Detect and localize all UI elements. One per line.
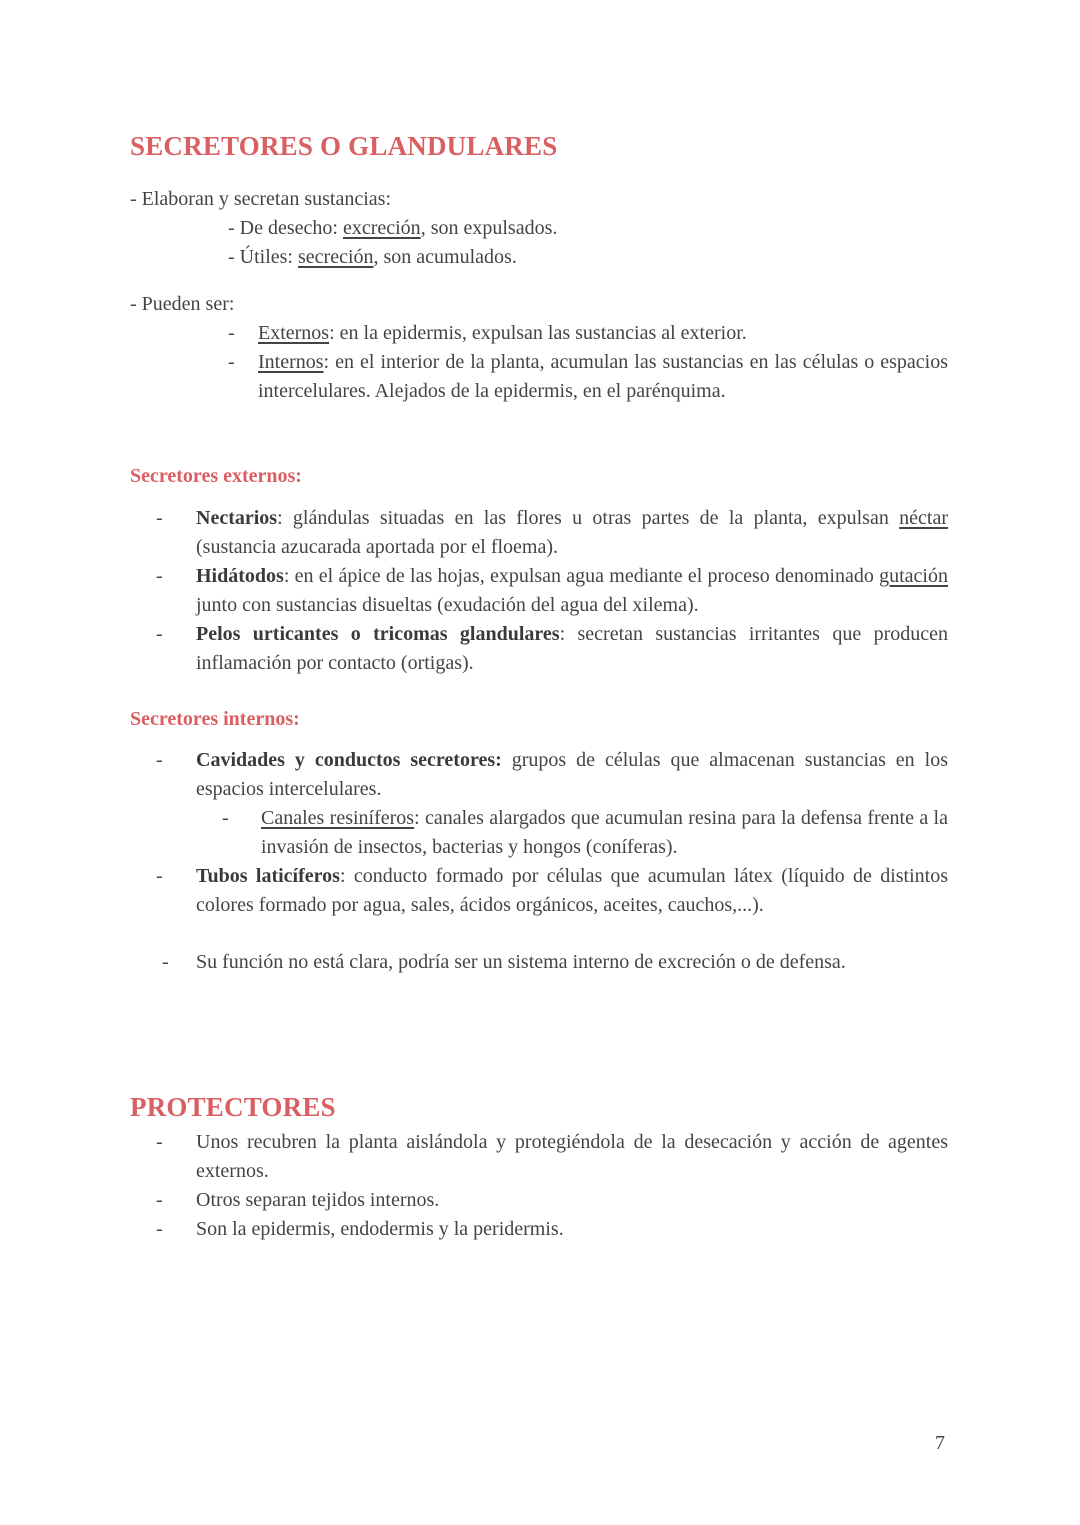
utiles-prefix: - Útiles: bbox=[228, 246, 298, 268]
pelos-text: : secretan sustancias irritantes que producen inflamación por contacto (ortigas). bbox=[196, 623, 948, 674]
canales-term: Canales resiníferos bbox=[261, 807, 415, 829]
nectarios-term: Nectarios bbox=[196, 507, 278, 529]
list-dash: - bbox=[156, 1218, 163, 1240]
list-dash: - bbox=[156, 507, 163, 529]
nectar-term: néctar bbox=[899, 507, 948, 529]
canales-text: : canales alargados que acumulan resina para la defensa frente a la invasión de insectos, bacterias y hongos (coníferas). bbox=[261, 807, 948, 858]
list-dash: - bbox=[156, 749, 163, 771]
list-dash: - bbox=[156, 865, 163, 887]
utiles-term: secreción bbox=[298, 246, 374, 268]
list-dash: - bbox=[222, 807, 229, 829]
hidatodos-item bbox=[196, 562, 948, 620]
pelos-item bbox=[196, 620, 948, 678]
cavidades-item bbox=[196, 746, 948, 804]
protectores-item: Otros separan tejidos internos. bbox=[196, 1189, 440, 1211]
internos-term: Internos bbox=[258, 351, 324, 373]
list-dash: - bbox=[162, 951, 169, 973]
internos-line bbox=[258, 348, 948, 406]
list-dash: - bbox=[156, 1131, 163, 1153]
nectarios-end: (sustancia azucarada aportada por el floema). bbox=[196, 536, 559, 558]
subsection-title-externos: Secretores externos: bbox=[130, 465, 302, 487]
list-dash: - bbox=[228, 322, 235, 344]
cavidades-term: Cavidades y conductos secretores: bbox=[196, 749, 502, 771]
funcion-item: Su función no está clara, podría ser un sistema interno de excreción o de defensa. bbox=[196, 951, 846, 973]
internos-text: : en el interior de la planta, acumulan las sustancias en las células o espacios intercelulares. Alejados de la epidermis, en el parénquima. bbox=[258, 351, 948, 402]
list-dash: - bbox=[156, 623, 163, 645]
page-number: 7 bbox=[935, 1432, 945, 1454]
pelos-term: Pelos urticantes o tricomas glandulares bbox=[196, 623, 560, 645]
list-dash: - bbox=[156, 1189, 163, 1211]
subsection-title-internos: Secretores internos: bbox=[130, 708, 300, 730]
externos-term: Externos bbox=[258, 322, 330, 344]
externos-line bbox=[258, 319, 747, 348]
protectores-item: Unos recubren la planta aislándola y protegiéndola de la desecación y acción de agentes externos. bbox=[196, 1131, 948, 1182]
desecho-term: excreción bbox=[342, 217, 421, 239]
protectores-item: Son la epidermis, endodermis y la peridermis. bbox=[196, 1218, 564, 1240]
canales-item bbox=[261, 804, 948, 862]
desecho-suffix: , son expulsados. bbox=[420, 217, 558, 239]
tubos-item bbox=[196, 862, 948, 920]
elaboran-intro: - Elaboran y secretan sustancias: bbox=[130, 188, 392, 210]
list-dash: - bbox=[228, 351, 235, 373]
tubos-text: : conducto formado por células que acumulan látex (líquido de distintos colores formado por agua, sales, ácidos orgánicos, aceites, cauchos,...). bbox=[196, 865, 948, 916]
nectarios-text: : glándulas situadas en las flores u otras partes de la planta, expulsan bbox=[277, 507, 900, 529]
cavidades-text: grupos de células que almacenan sustancias en los espacios intercelulares. bbox=[196, 749, 948, 800]
tubos-term: Tubos laticíferos bbox=[196, 865, 340, 887]
utiles-line bbox=[228, 243, 517, 272]
section-title-secretores: SECRETORES O GLANDULARES bbox=[130, 131, 558, 161]
desecho-line bbox=[228, 214, 557, 243]
pueden-intro: - Pueden ser: bbox=[130, 293, 235, 315]
desecho-prefix: - De desecho: bbox=[228, 217, 343, 239]
list-dash: - bbox=[156, 565, 163, 587]
utiles-suffix: , son acumulados. bbox=[373, 246, 517, 268]
section-title-protectores: PROTECTORES bbox=[130, 1092, 336, 1122]
gutacion-term: gutación bbox=[879, 565, 948, 587]
hidatodos-end: junto con sustancias disueltas (exudación del agua del xilema). bbox=[196, 594, 699, 616]
nectarios-item bbox=[196, 504, 948, 562]
externos-text: : en la epidermis, expulsan las sustancias al exterior. bbox=[329, 322, 747, 344]
hidatodos-term: Hidátodos bbox=[196, 565, 284, 587]
hidatodos-text: : en el ápice de las hojas, expulsan agua mediante el proceso denominado bbox=[283, 565, 880, 587]
